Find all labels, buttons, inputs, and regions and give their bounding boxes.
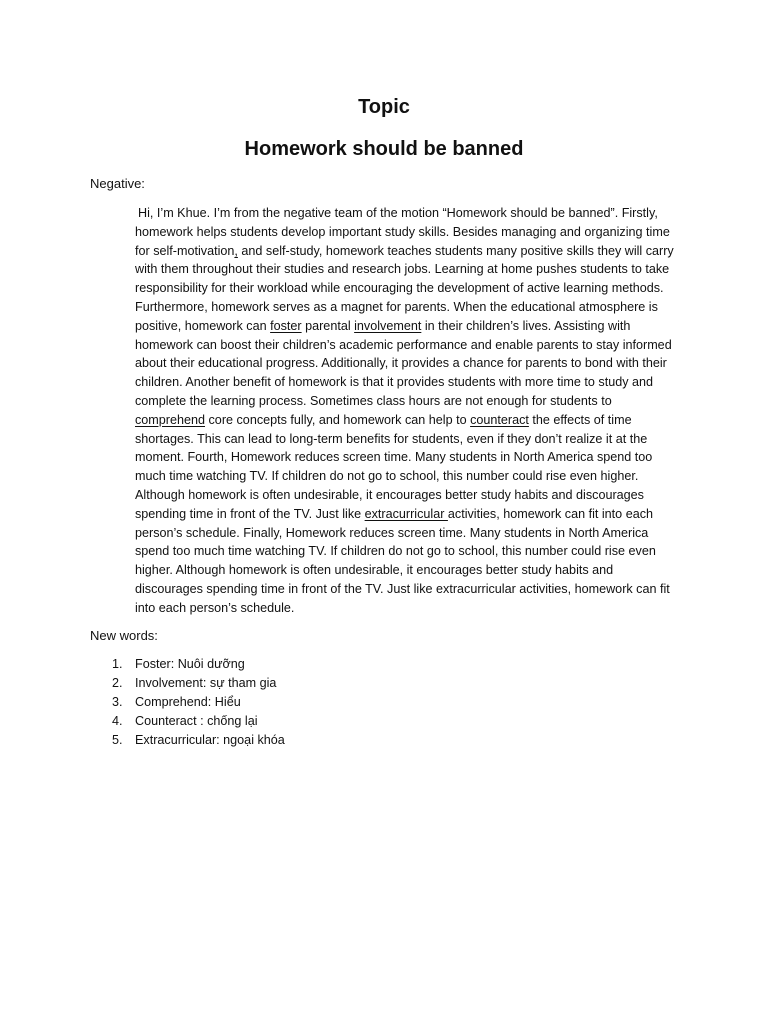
list-item xyxy=(112,731,285,750)
new-words-label: New words: xyxy=(90,628,158,643)
list-number: 1. xyxy=(112,657,123,671)
vocab-word-involvement: involvement xyxy=(354,318,422,333)
text-run: activities, homework can fit into each person’s schedule. Finally, Homework reduces screen time. Many students in North America spend too much time watching TV. If children do not go to school, this number could rise even higher. Although homework is often undesirable, it encourages better study habits and discourages spending time in front of the TV. Just like extracurricular activities, homework can fit into each person’s schedule. xyxy=(135,506,670,615)
topic-heading: Topic xyxy=(358,96,410,118)
list-number: 5. xyxy=(112,733,123,747)
list-item-text: Foster: Nuôi dưỡng xyxy=(135,657,245,671)
vocab-word-extracurricular: extracurricular xyxy=(364,506,448,521)
new-words-list xyxy=(112,655,285,750)
text-run: and self-study, homework teaches students many positive skills they will carry with them throughout their studies and research jobs. Learning at home pushes students to take responsibility for their workload while encouraging the development of active learning methods. Furthermore, homework serves as a magnet for parents. When the educational atmosphere is positive, homework can xyxy=(135,243,674,333)
underlined-comma: , xyxy=(234,243,238,258)
list-item xyxy=(112,674,285,693)
vocab-word-comprehend: comprehend xyxy=(135,412,206,427)
list-item xyxy=(112,712,285,731)
vocab-word-foster: foster xyxy=(270,318,302,333)
list-item xyxy=(112,693,285,712)
text-run: parental xyxy=(301,318,355,333)
list-item-text: Extracurricular: ngoại khóa xyxy=(135,733,285,747)
text-run: the effects of time shortages. This can lead to long-term benefits for students, even if they don’t realize it at the moment. Fourth, Homework reduces screen time. Many students in North America spend too much time watching TV. If children do not go to school, this number could rise even higher. Although homework is often undesirable, it encourages better study habits and discourages spending time in front of the TV. Just like xyxy=(135,412,653,521)
side-label: Negative: xyxy=(90,176,145,191)
list-number: 3. xyxy=(112,695,123,709)
list-number: 4. xyxy=(112,714,123,728)
text-run: in their children’s lives. Assisting with homework can boost their children’s academic performance and enable parents to stay informed about their educational progress. Additionally, it provides a chance for parents to bond with their children. Another benefit of homework is that it provides students with more time to study and complete the learning process. Sometimes class hours are not enough for students to xyxy=(135,318,672,408)
vocab-word-counteract: counteract xyxy=(470,412,529,427)
document-title: Homework should be banned xyxy=(244,138,524,160)
text-run: core concepts fully, and homework can help to xyxy=(205,412,471,427)
essay-paragraph xyxy=(135,204,680,618)
list-item-text: Involvement: sự tham gia xyxy=(135,676,277,690)
text-run: Hi, I’m Khue. I’m from the negative team of the motion “Homework should be banned”. Firstly, homework helps students develop important study skills. Besides managing and organizing time for self-motivation xyxy=(135,206,670,258)
list-item-text: Comprehend: Hiểu xyxy=(135,695,241,709)
list-item-text: Counteract : chống lại xyxy=(135,714,258,728)
list-number: 2. xyxy=(112,676,123,690)
list-item xyxy=(112,655,285,674)
